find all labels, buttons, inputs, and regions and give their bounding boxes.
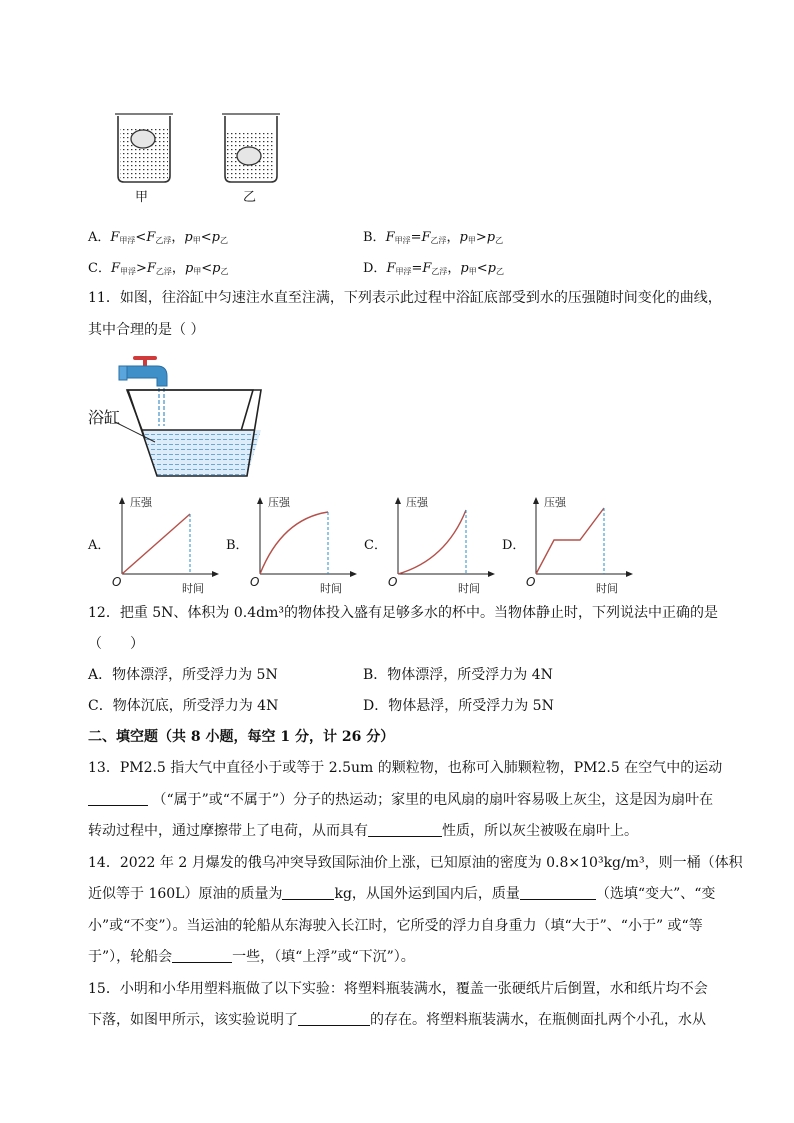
relation: = <box>411 261 423 276</box>
q14-line2-text-mid: kg，从国外运到国内后，质量 <box>334 886 520 902</box>
graph-y-arrow <box>119 497 125 504</box>
graph-origin: O <box>526 575 536 589</box>
separator: ， <box>446 230 460 245</box>
pressure-curve <box>536 508 604 574</box>
symbol-p: p <box>487 261 496 276</box>
q11-option-a[interactable]: A． <box>88 538 111 553</box>
q13-line3-text-end: 性质，所以灰尘被吸在扇叶上。 <box>442 823 638 839</box>
pressure-curve <box>260 512 328 574</box>
subscript: 甲浮 <box>394 236 411 245</box>
q11-option-d[interactable]: D． <box>502 538 526 553</box>
graph-origin: O <box>250 575 260 589</box>
symbol-f: F <box>146 230 156 245</box>
pressure-curve <box>122 514 190 574</box>
q15-line2 <box>88 1010 706 1030</box>
graph-x-label: 时间 <box>458 582 480 595</box>
subscript: 乙 <box>495 267 504 276</box>
symbol-f: F <box>386 261 396 276</box>
graph-x-label: 时间 <box>182 582 204 595</box>
q14-line4-text-end: 一些，（填“上浮”或“下沉”）。 <box>232 949 415 965</box>
q14-line4 <box>88 947 415 967</box>
symbol-f: F <box>385 230 395 245</box>
relation: < <box>135 230 147 245</box>
subscript: 乙 <box>219 236 228 245</box>
symbol-p: p <box>460 261 469 276</box>
subscript: 乙 <box>220 267 229 276</box>
q14-line1: 14．2022 年 2 月爆发的俄乌冲突导致国际油价上涨，已知原油的密度为 0.8×10³kg/m³，则一桶（体积 <box>88 855 743 871</box>
option-letter: D． <box>363 261 387 276</box>
q13-line2 <box>88 790 713 810</box>
symbol-p: p <box>486 230 496 245</box>
symbol-f: F <box>421 230 431 245</box>
graph-origin: O <box>112 575 122 589</box>
q11-stem-line2: 其中合理的是（ ） <box>88 322 205 338</box>
q15-line2-text: 下落，如图甲所示，该实验说明了 <box>88 1012 298 1028</box>
answer-blank[interactable] <box>88 791 148 806</box>
subscript: 乙浮 <box>155 267 172 276</box>
subscript: 乙浮 <box>430 236 447 245</box>
q11-stem-line1: 11．如图，往浴缸中匀速注水直至注满，下列表示此过程中浴缸底部受到水的压强随时间变化的曲线， <box>88 290 722 306</box>
beaker-yi <box>222 114 280 182</box>
graph-x-label: 时间 <box>596 582 618 595</box>
relation: > <box>135 261 147 276</box>
graph-x-arrow <box>350 571 357 577</box>
option-letter: A． <box>88 230 111 245</box>
ball-yi <box>237 147 261 165</box>
graph-y-arrow <box>257 497 263 504</box>
answer-blank[interactable] <box>368 822 442 837</box>
section-heading: 二、填空题（共 8 小题，每空 1 分，计 26 分） <box>88 729 395 745</box>
q12-option-c[interactable]: C．物体沉底，所受浮力为 4N <box>88 698 279 714</box>
option-c[interactable] <box>88 259 229 282</box>
ball-jia <box>131 130 155 148</box>
q11-option-c[interactable]: C． <box>364 538 387 553</box>
q14-line4-text: 于”），轮船会 <box>88 949 173 965</box>
option-letter: B． <box>363 230 386 245</box>
subscript: 乙浮 <box>155 236 172 245</box>
graph-y-label: 压强 <box>130 496 152 509</box>
graph-x-label: 时间 <box>320 582 342 595</box>
relation: < <box>201 261 213 276</box>
q15-line1: 15．小明和小华用塑料瓶做了以下实验：将塑料瓶装满水，覆盖一张硬纸片后倒置，水和纸片均不会 <box>88 981 708 997</box>
symbol-p: p <box>211 230 220 245</box>
subscript: 甲 <box>467 236 476 245</box>
separator: ， <box>171 261 185 276</box>
relation: = <box>410 230 422 245</box>
relation: > <box>475 230 487 245</box>
separator: ， <box>171 230 185 245</box>
subscript: 甲 <box>193 267 202 276</box>
graph-x-arrow <box>626 571 633 577</box>
graph-x-arrow <box>212 571 219 577</box>
q15-line2-text-end: 的存在。将塑料瓶装满水，在瓶侧面扎两个小孔，水从 <box>370 1012 706 1028</box>
q11-option-b[interactable]: B． <box>226 538 249 553</box>
q13-line3-text: 转动过程中，通过摩擦带上了电荷，从而具有 <box>88 823 368 839</box>
graph-y-arrow <box>395 497 401 504</box>
beaker-label-jia: 甲 <box>135 190 149 205</box>
graph-y-label: 压强 <box>406 496 428 509</box>
pressure-graphs <box>100 488 660 598</box>
graph-origin: O <box>388 575 398 589</box>
subscript: 甲 <box>192 236 201 245</box>
q13-line3 <box>88 821 638 841</box>
q12-stem-line1: 12．把重 5N、体积为 0.4dm³的物体投入盛有足够多水的杯中。当物体静止时，下列说法中正确的是 <box>88 605 718 621</box>
symbol-p: p <box>184 261 194 276</box>
subscript: 乙浮 <box>431 267 448 276</box>
bathtub-label: 浴缸 <box>88 408 121 427</box>
subscript: 甲浮 <box>395 267 412 276</box>
graph-y-label: 压强 <box>544 496 566 509</box>
option-d[interactable] <box>363 259 504 282</box>
q12-stem-line2: （ ） <box>88 636 144 652</box>
separator: ， <box>447 261 461 276</box>
option-b[interactable] <box>363 228 503 251</box>
option-letter: C． <box>88 261 111 276</box>
subscript: 甲 <box>468 267 477 276</box>
answer-blank[interactable] <box>282 885 334 900</box>
graph-y-arrow <box>533 497 539 504</box>
graph-x-arrow <box>488 571 495 577</box>
subscript: 甲浮 <box>119 267 136 276</box>
q12-option-b[interactable]: B．物体漂浮，所受浮力为 4N <box>363 667 553 683</box>
beaker-label-yi: 乙 <box>243 190 257 205</box>
symbol-p: p <box>184 230 193 245</box>
q14-line2-text: 近似等于 160L）原油的质量为 <box>88 886 283 902</box>
q12-option-a[interactable]: A．物体漂浮，所受浮力为 5N <box>88 667 278 683</box>
pressure-curve <box>398 510 466 574</box>
beaker-jia <box>115 114 173 182</box>
symbol-p: p <box>459 230 468 245</box>
relation: < <box>200 230 212 245</box>
q14-line3: 小”或“不变”）。当运油的轮船从东海驶入长江时，它所受的浮力自身重力（填“大于”、“小于” 或“等 <box>88 918 703 934</box>
subscript: 甲浮 <box>119 236 136 245</box>
q13-line1: 13．PM2.5 指大气中直径小于或等于 2.5um 的颗粒物，也称可入肺颗粒物，PM2.5 在空气中的运动 <box>88 760 723 776</box>
answer-blank[interactable] <box>298 1011 370 1026</box>
symbol-p: p <box>212 261 221 276</box>
subscript: 乙 <box>495 236 504 245</box>
symbol-f: F <box>110 230 120 245</box>
answer-blank[interactable] <box>520 885 596 900</box>
graph-y-label: 压强 <box>268 496 290 509</box>
symbol-f: F <box>146 261 156 276</box>
q12-option-d[interactable]: D．物体悬浮，所受浮力为 5N <box>363 698 554 714</box>
q13-line2-text: （“属于”或“不属于”）分子的热运动；家里的电风扇的扇叶容易吸上灰尘，这是因为扇叶在 <box>152 792 714 808</box>
q14-line2-text-end: （选填“变大”、“变 <box>595 886 716 902</box>
option-a[interactable] <box>88 228 228 251</box>
answer-blank[interactable] <box>172 948 232 963</box>
symbol-f: F <box>110 261 120 276</box>
q14-line2 <box>88 884 715 904</box>
symbol-f: F <box>422 261 432 276</box>
relation: < <box>476 261 488 276</box>
